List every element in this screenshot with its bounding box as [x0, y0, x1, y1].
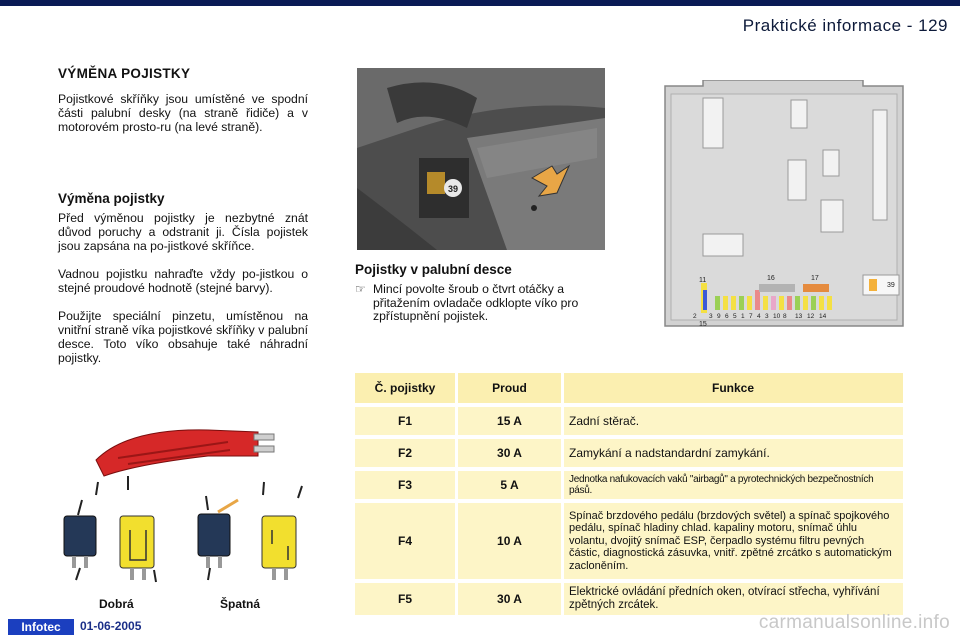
fuse-label-17: 17 [811, 275, 819, 282]
fuse-number: F2 [355, 439, 455, 467]
fuse-function: Spínač brzdového pedálu (brzdových světel) a spínač spojkového pedálu, spínač hladiny chlad. kapaliny motoru, snímač úhlu volantu, dvojitý snímač ESP, čerpadlo systému filtru pevných částic, diagnostická zásuvka, vnitř. zpětné zrcátko s automatickým zacloněním. [564, 503, 903, 579]
fuse-illustration [58, 420, 312, 592]
hand-pointer-icon: ☞ [355, 282, 366, 296]
header-fuse-number: Č. pojistky [355, 373, 455, 403]
footer-date: 01-06-2005 [80, 619, 142, 633]
fuse-function: Zamykání a nadstandardní zamykání. [564, 439, 903, 467]
fuse-bottom-label: 13 [795, 313, 803, 320]
fuse-table [355, 373, 903, 619]
table-row [355, 583, 903, 615]
header-bar [0, 0, 960, 6]
fuse-bottom-label: 9 [717, 313, 721, 320]
table-row [355, 407, 903, 435]
fuse-number: F4 [355, 503, 455, 579]
fuse-bottom-label: 7 [749, 313, 753, 320]
fuse-current: 30 A [458, 439, 561, 467]
caption-bad: Špatná [220, 597, 261, 611]
fuse-current: 10 A [458, 503, 561, 579]
fuse-bottom-label: 4 [757, 313, 761, 320]
fuse-replacement-title: Výměna pojistky [58, 191, 165, 206]
caption-good: Dobrá [99, 597, 134, 611]
paragraph-2: Vadnou pojistku nahraďte vždy po-jistkou o stejné proudové hodnotě (stejné barvy). [58, 267, 308, 295]
table-header [355, 373, 903, 403]
fuse-bottom-label: 6 [725, 313, 729, 320]
dashboard-fuses-title: Pojistky v palubní desce [355, 262, 512, 277]
fuse-number: F5 [355, 583, 455, 615]
fuse-bottom-label: 3 [709, 313, 713, 320]
fuse-bottom-label: 1 [741, 313, 745, 320]
fuse-function: Zadní stěrač. [564, 407, 903, 435]
fuse-bottom-label: 14 [819, 313, 827, 320]
fuse-function: Elektrické ovládání předních oken, otvírací střecha, vyhřívání zpětných zrcátek. [564, 583, 903, 615]
header-current: Proud [458, 373, 561, 403]
fuse-function: Jednotka nafukovacích vaků "airbagů" a pyrotechnických bezpečnostních pásů. [564, 471, 903, 499]
watermark: carmanualsonline.info [758, 612, 950, 633]
fuse-bottom-label: 10 [773, 313, 781, 320]
fuse-label-16: 16 [767, 275, 775, 282]
paragraph-3: Použijte speciální pinzetu, umístěnou na vnitřní straně víka pojistkové skříňky v palubní desce. Toto víko obsahuje také náhradní pojistky. [58, 309, 308, 365]
infotec-logo: Infotec [8, 619, 74, 635]
fuse-label-11: 11 [699, 277, 707, 284]
fuse-label-15: 15 [699, 321, 707, 328]
table-row [355, 503, 903, 579]
section-title: VÝMĚNA POJISTKY [58, 66, 191, 81]
page-title: Praktické informace - 129 [742, 16, 948, 35]
photo-label-39: 39 [447, 184, 459, 194]
fuse-bottom-label: 3 [765, 313, 769, 320]
fuse-box-diagram [663, 80, 905, 328]
dashboard-photo [357, 68, 605, 250]
fuse-current: 15 A [458, 407, 561, 435]
fuse-bottom-label: 5 [733, 313, 737, 320]
instruction-bullet [355, 283, 605, 324]
fuse-current: 30 A [458, 583, 561, 615]
fuse-current: 5 A [458, 471, 561, 499]
table-row [355, 471, 903, 499]
fuse-bottom-label: 2 [693, 313, 697, 320]
fuse-number: F3 [355, 471, 455, 499]
table-row [355, 439, 903, 467]
fuse-bottom-label: 12 [807, 313, 815, 320]
paragraph-1: Před výměnou pojistky je nezbytné znát důvod poruchy a odstranit ji. Čísla pojistek jsou zapsána na po-jistkové skříňce. [58, 211, 308, 253]
intro-paragraph: Pojistkové skříňky jsou umístěné ve spodní části palubní desky (na straně řidiče) a v motorovém prosto-ru (na levé straně). [58, 92, 308, 134]
instruction-text: Mincí povolte šroub o čtvrt otáčky a přitažením ovladače odklopte víko pro zpřístupnění pojistek. [373, 282, 579, 323]
fuse-label-39: 39 [887, 282, 895, 289]
fuse-bottom-label: 8 [783, 313, 787, 320]
fuse-number: F1 [355, 407, 455, 435]
header-function: Funkce [564, 373, 903, 403]
